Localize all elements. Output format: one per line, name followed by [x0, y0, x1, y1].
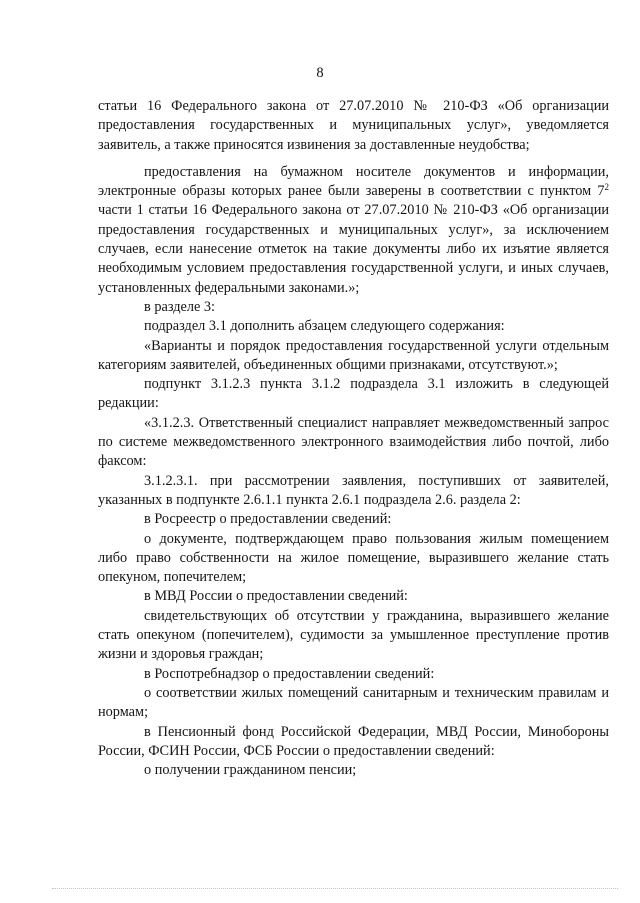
- paragraph-sanitary-rules: о соответствии жилых помещений санитарным и техническим правилам и нормам;: [98, 684, 609, 721]
- paragraph-paper-documents-part1: предоставления на бумажном носителе документов и информации, электронные образы которых ранее были заверены в соответствии с пунктом 7: [98, 163, 609, 200]
- page-number: 8: [316, 65, 324, 81]
- paragraph-rosreestr: в Росреестр о предоставлении сведений:: [144, 511, 392, 528]
- footer-divider: [52, 888, 618, 889]
- paragraph-paper-documents: [98, 163, 609, 298]
- paragraph-criminal-record: свидетельствующих об отсутствии у гражданина, выразившего желание стать опекуном (попечителем), судимости за умышленное преступление против жизни и здоровья граждан;: [98, 607, 609, 663]
- paragraph-3-1-2-3-1: 3.1.2.3.1. при рассмотрении заявления, поступивших от заявителей, указанных в подпункте 2.6.1.1 пункта 2.6.1 подраздела 2.6. раздела 2:: [98, 472, 609, 508]
- superscript-2: 2: [604, 182, 609, 193]
- paragraph-section-3: в разделе 3:: [144, 298, 216, 315]
- paragraph-rospotrebnadzor: в Роспотребнадзор о предоставлении сведений:: [144, 665, 435, 682]
- paragraph-subitem-3-1-2-3: подпункт 3.1.2.3 пункта 3.1.2 подраздела 3.1 изложить в следующей редакции:: [98, 376, 609, 412]
- paragraph-continuation: статьи 16 Федерального закона от 27.07.2010 № 210-ФЗ «Об организации предоставления государственных и муниципальных услуг», уведомляется заявитель, а также приносятся извинения за доставленные неудобства;: [98, 98, 609, 153]
- paragraph-subsection-3-1: подраздел 3.1 дополнить абзацем следующего содержания:: [144, 318, 505, 335]
- paragraph-paper-documents-part2: части 1 статьи 16 Федерального закона от 27.07.2010 № 210-ФЗ «Об организации предоставления государственных и муниципальных услуг», за исключением случаев, если нанесение отметок на такие документы либо их изъятие является необходимым условием предоставления государственной услуги, и иных случаев, установленных федеральными законами.»;: [98, 202, 609, 296]
- paragraph-3-1-2-3-quote: «3.1.2.3. Ответственный специалист направляет межведомственный запрос по системе межведомственного электронного взаимодействия либо почтой, либо факсом:: [98, 414, 609, 470]
- paragraph-pension-fund: в Пенсионный фонд Российской Федерации, МВД России, Минобороны России, ФСИН России, ФСБ России о предоставлении сведений:: [98, 723, 609, 759]
- paragraph-pension-receipt: о получении гражданином пенсии;: [144, 762, 357, 779]
- paragraph-mvd: в МВД России о предоставлении сведений:: [144, 588, 408, 605]
- paragraph-variants-quote: «Варианты и порядок предоставления государственной услуги отдельным категориям заявителей, объединенных общими признаками, отсутствуют.»;: [98, 337, 609, 373]
- paragraph-housing-document: о документе, подтверждающем право пользования жилым помещением либо право собственности на жилое помещение, выразившего желание стать опекуном, попечителем;: [98, 530, 609, 586]
- document-body: [98, 97, 609, 780]
